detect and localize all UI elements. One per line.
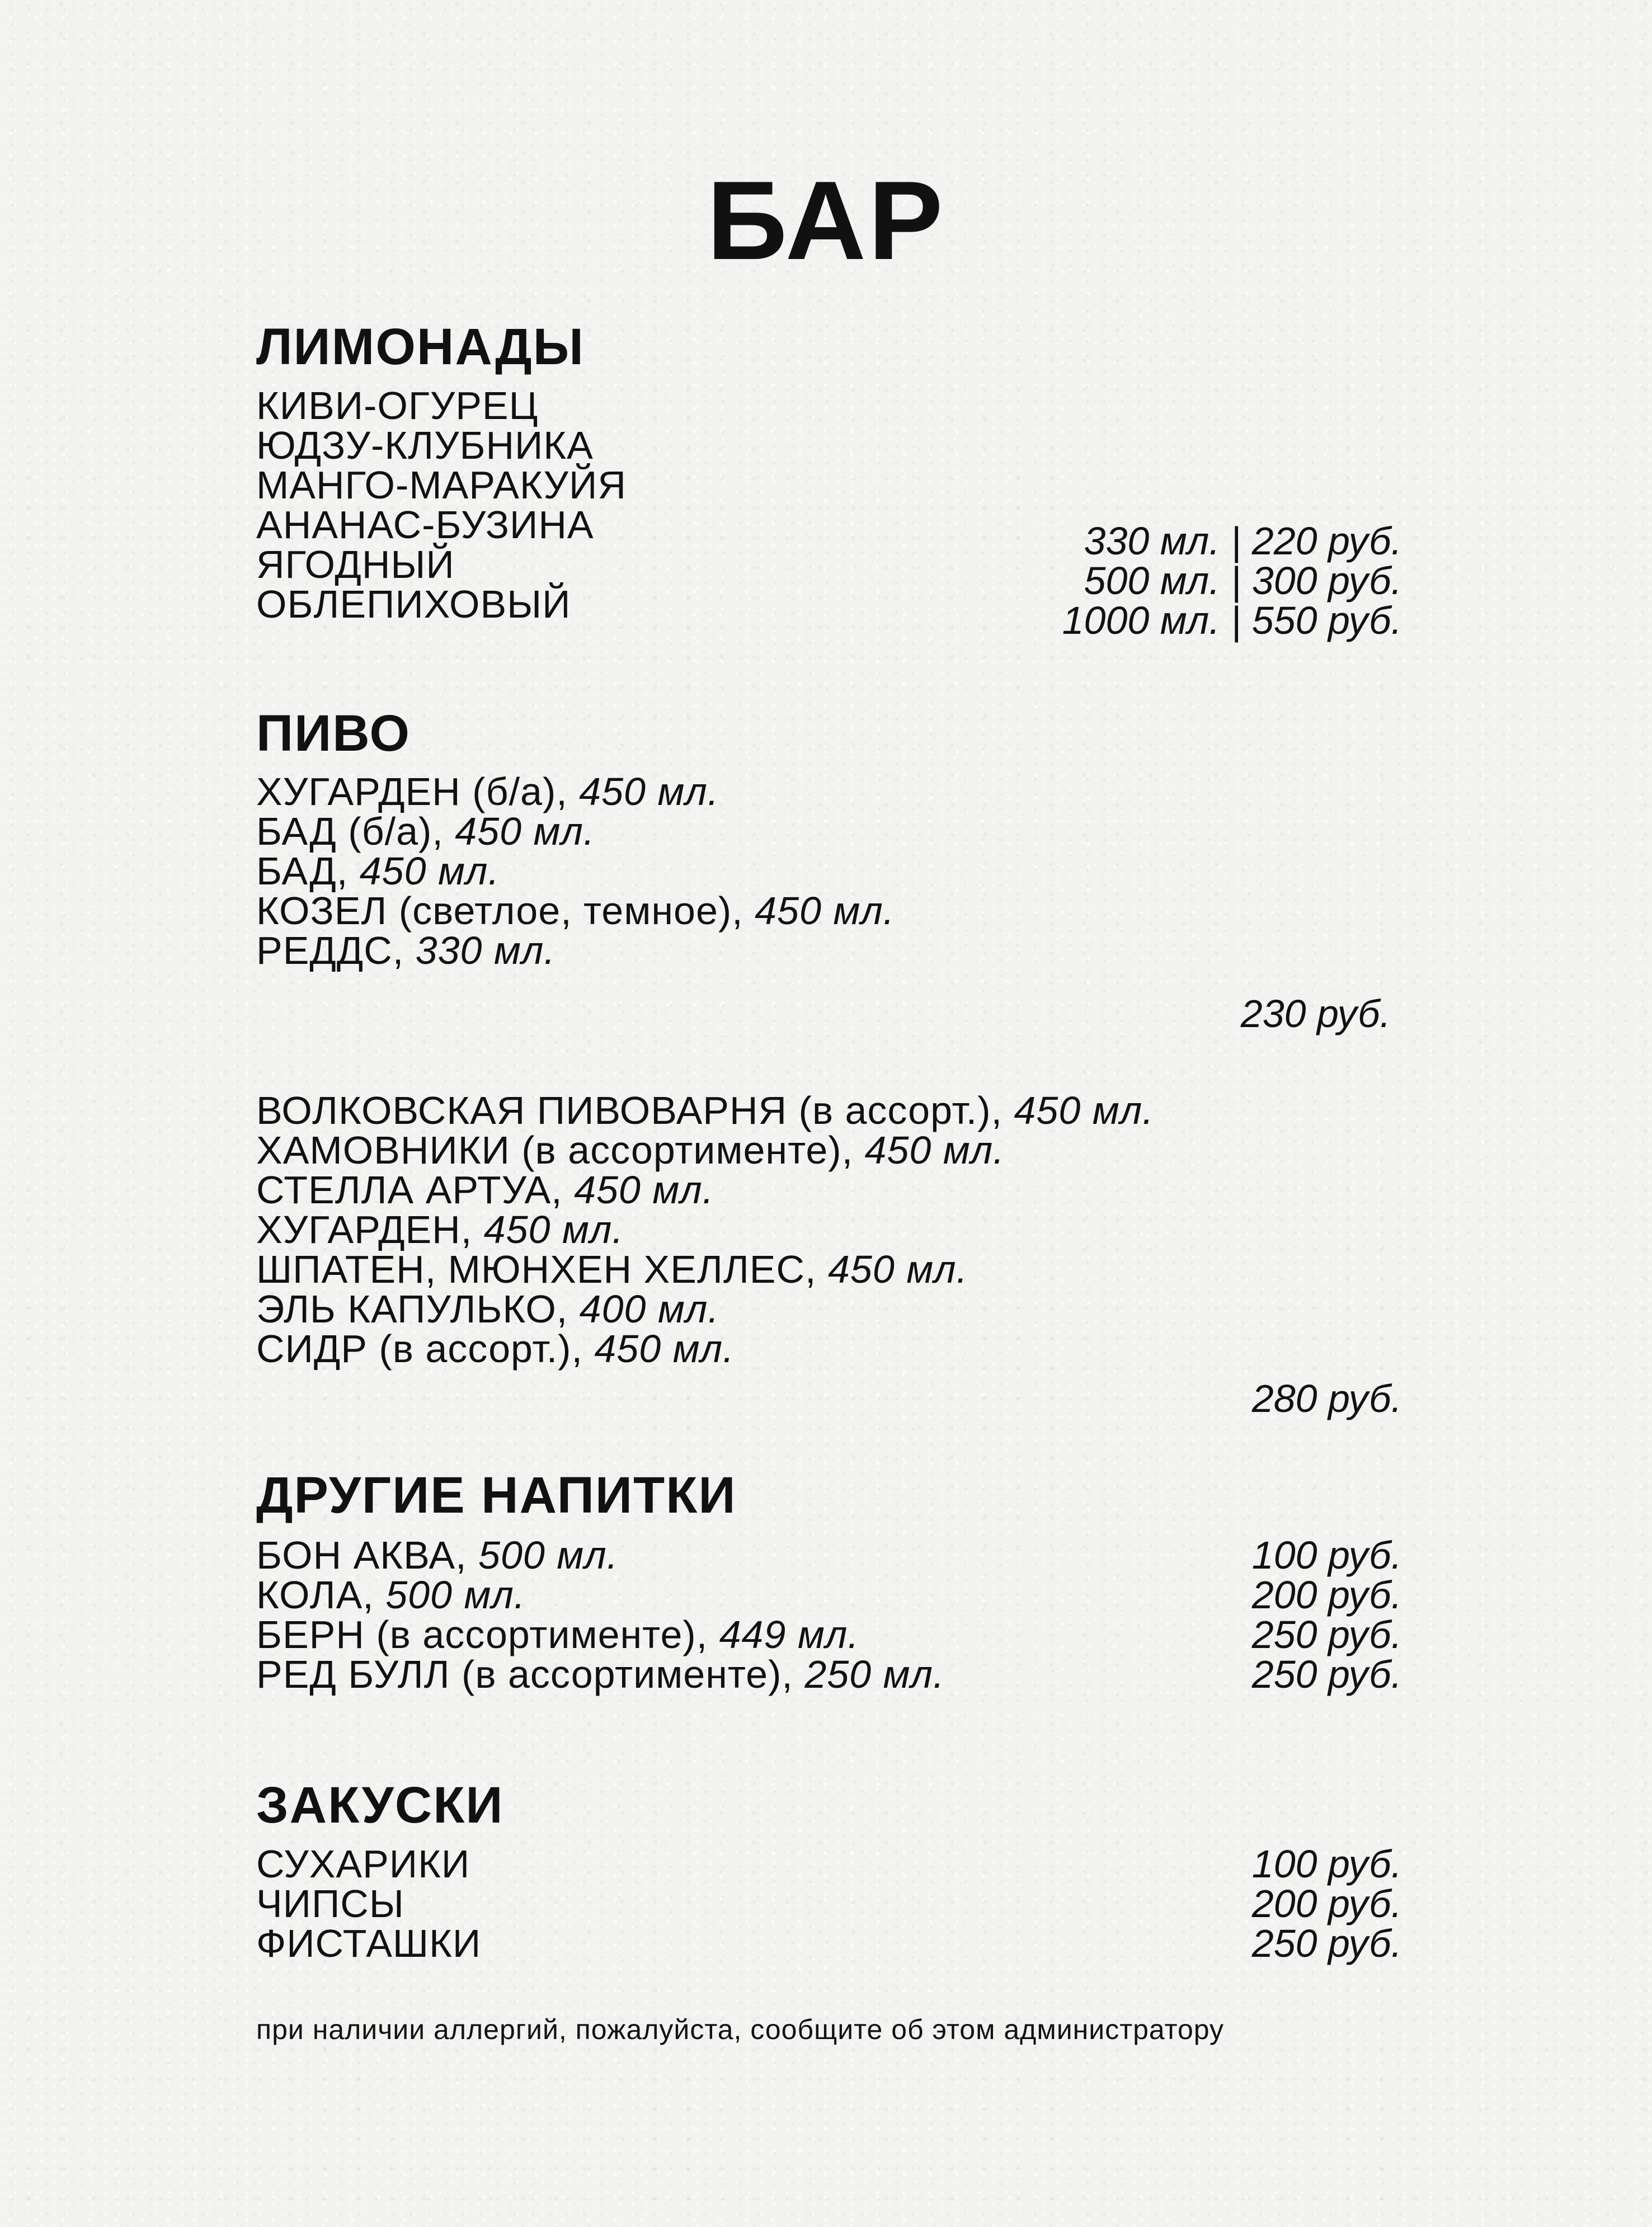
item-volume: 450 мл. [579,770,719,813]
item-volume: 450 мл. [483,1208,624,1251]
list-item [256,1575,944,1615]
list-item: КИВИ-ОГУРЕЦ [256,384,539,427]
beer-group-1-price: 230 руб. [1240,992,1391,1035]
list-item [256,1247,1154,1291]
item-name: БАД (б/а), [256,809,444,853]
list-item [256,772,895,812]
list-item [256,1091,1154,1131]
item-volume: 450 мл. [827,1247,968,1291]
lemonades-list [256,386,627,624]
item-volume: 450 мл. [864,1128,1005,1172]
item-volume: 500 мл. [478,1533,619,1577]
item-name: СИДР (в ассорт.), [256,1327,583,1371]
list-item: ЯГОДНЫЙ [256,543,455,586]
list-item [256,1615,944,1655]
item-name: СТЕЛЛА АРТУА, [256,1168,563,1212]
list-item [256,1128,1154,1172]
list-item: АНАНАС-БУЗИНА [256,503,594,547]
price-label: 500 мл. | 300 руб. [1084,559,1402,602]
item-name: ХУГАРДЕН, [256,1208,473,1251]
list-item: ОБЛЕПИХОВЫЙ [256,582,571,626]
list-item [256,1210,1154,1250]
section-heading-snacks: ЗАКУСКИ [256,1777,504,1834]
item-volume: 450 мл. [455,809,595,853]
list-item [256,1170,1154,1210]
list-item: СУХАРИКИ [256,1842,470,1886]
snacks-prices [1252,1844,1402,1964]
item-name: РЕДДС, [256,929,404,972]
item-name: ХУГАРДЕН (б/а), [256,770,568,813]
beer-list-group-2 [256,1091,1154,1369]
item-name: БАД, [256,849,349,893]
list-item: ЮДЗУ-КЛУБНИКА [256,423,594,467]
list-item: ФИСТАШКИ [256,1922,482,1965]
item-name: РЕД БУЛЛ (в ассортименте), [256,1652,793,1696]
other-drinks-list [256,1533,945,1696]
list-item [256,891,895,931]
item-volume: 450 мл. [574,1168,714,1212]
item-name: КОЛА, [256,1573,374,1617]
price-label: 100 руб. [1251,1533,1402,1577]
price-label: 200 руб. [1251,1573,1402,1617]
item-name: ЭЛЬ КАПУЛЬКО, [256,1287,568,1331]
item-name: БЕРН (в ассортименте), [256,1613,708,1656]
item-volume: 450 мл. [359,849,500,893]
item-volume: 450 мл. [594,1327,735,1371]
list-item [256,809,895,853]
item-volume: 250 мл. [804,1652,945,1696]
section-heading-other-drinks: ДРУГИЕ НАПИТКИ [256,1467,737,1524]
price-label: 1000 мл. | 550 руб. [1062,599,1402,642]
item-name: ХАМОВНИКИ (в ассортименте), [256,1128,854,1172]
item-volume: 330 мл. [415,929,556,972]
price-label: 200 руб. [1251,1882,1402,1925]
list-item [256,851,895,891]
snacks-list [256,1844,481,1964]
list-item: ЧИПСЫ [256,1882,404,1925]
page-title: БАР [707,158,945,283]
list-item [256,931,895,971]
section-heading-lemonades: ЛИМОНАДЫ [256,318,585,375]
item-name: ШПАТЕН, МЮНХЕН ХЕЛЛЕС, [256,1247,817,1291]
list-item: МАНГО-МАРАКУЙЯ [256,463,627,507]
item-volume: 450 мл. [755,889,895,933]
list-item [256,1652,945,1696]
list-item [256,1329,1154,1369]
price-label: 250 руб. [1251,1613,1402,1656]
item-name: БОН АКВА, [256,1533,467,1577]
allergy-note: при наличии аллергий, пожалуйста, сообщите об этом администратору [256,2014,1225,2045]
item-volume: 400 мл. [579,1287,719,1331]
item-volume: 450 мл. [1014,1089,1154,1132]
item-volume: 500 мл. [385,1573,526,1617]
price-label: 250 руб. [1251,1652,1402,1696]
beer-group-2-price: 280 руб. [1251,1377,1402,1420]
item-name: ВОЛКОВСКАЯ ПИВОВАРНЯ (в ассорт.), [256,1089,1003,1132]
price-label: 250 руб. [1251,1922,1402,1965]
section-heading-beer: ПИВО [256,705,411,762]
item-volume: 449 мл. [719,1613,859,1656]
list-item [256,1533,944,1577]
beer-list-group-1 [256,772,895,971]
other-drinks-prices [1251,1533,1402,1696]
price-label: 330 мл. | 220 руб. [1084,519,1402,563]
price-label: 100 руб. [1251,1842,1402,1886]
list-item [256,1289,1154,1329]
item-name: КОЗЕЛ (светлое, темное), [256,889,743,933]
lemonades-prices [1062,521,1402,641]
